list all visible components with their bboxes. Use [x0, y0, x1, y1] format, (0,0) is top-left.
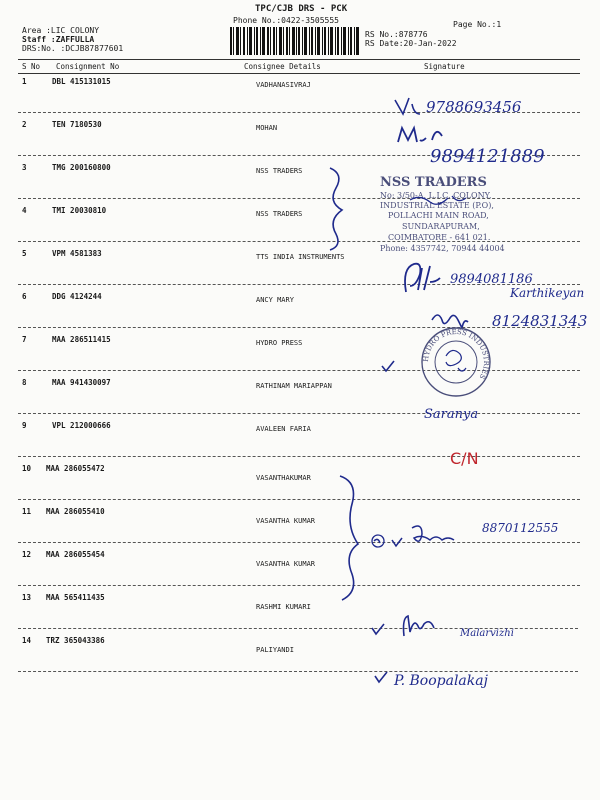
barcode [230, 27, 360, 55]
signature-row-5 [405, 264, 584, 300]
row-divider [18, 155, 580, 156]
phone-handwritten-11: 8870112555 [482, 521, 559, 535]
stamp-line-6: Phone: 4357742, 70944 44004 [380, 244, 505, 253]
row-consignee: VASANTHA KUMAR [256, 560, 316, 568]
row-divider [18, 499, 580, 500]
row-divider [18, 456, 580, 457]
row-divider [18, 241, 580, 242]
signature-row-11 [372, 521, 558, 547]
row-sno: 9 [22, 421, 27, 430]
header-top-rule [18, 59, 580, 60]
staff-label: Staff :ZAFFULLA [22, 35, 95, 44]
row-divider [18, 370, 580, 371]
stamp-line-5: COIMBATORE - 641 021. [388, 233, 491, 242]
hydro-press-stamp [422, 328, 490, 396]
row-divider [18, 112, 580, 113]
row-consignment: MAA 565411435 [46, 593, 105, 602]
phone-handwritten-6: 8124831343 [492, 312, 588, 330]
row-consignee: VADHANASIVRAJ [256, 81, 311, 89]
rs-number: RS No.:878776 [365, 30, 428, 39]
row-sno: 6 [22, 292, 27, 301]
row-divider [18, 671, 578, 672]
col-sno: S No [22, 62, 41, 71]
row-consignee: TTS INDIA INSTRUMENTS [256, 253, 345, 261]
name-handwritten-13: Malarvizhi [460, 628, 514, 639]
stamp-name: NSS TRADERS [380, 175, 487, 190]
row-consignment: MAA 286055472 [46, 464, 105, 473]
phone-number: Phone No.:0422-3505555 [233, 16, 339, 25]
row-sno: 14 [22, 636, 32, 645]
row-consignment: MAA 941430097 [52, 378, 111, 387]
header-bottom-rule [18, 73, 580, 74]
cn-mark-row-9: C/N [450, 449, 479, 468]
col-consignee: Consignee Details [244, 62, 321, 71]
row-consignee: HYDRO PRESS [256, 339, 303, 347]
row-divider [18, 585, 580, 586]
brace-rows-3-4 [330, 168, 342, 250]
row-consignment: MAA 286055410 [46, 507, 105, 516]
row-consignee: AVALEEN FARIA [256, 425, 311, 433]
signature-row-2 [398, 128, 545, 167]
row-consignee: ANCY MARY [256, 296, 294, 304]
name-handwritten-8: Saranya [424, 407, 479, 422]
row-sno: 4 [22, 206, 27, 215]
row-consignment: VPM 4581383 [52, 249, 102, 258]
row-consignee: VASANTHAKUMAR [256, 474, 311, 482]
row-consignee: RASHMI KUMARI [256, 603, 311, 611]
svg-text:HYDRO PRESS INDUSTRIES [422, 328, 490, 381]
signature-row-14 [375, 672, 489, 689]
stamp-line-1: No: 3/50-A, L.I.C. COLONY, [380, 191, 492, 200]
row-consignment: TMG 200160800 [52, 163, 111, 172]
row-consignment: DDG 4124244 [52, 292, 102, 301]
stamp-line-3: POLLACHI MAIN ROAD, [388, 211, 489, 220]
row-consignee: PALIYANDI [256, 646, 294, 654]
row-consignment: MAA 286511415 [52, 335, 111, 344]
row-sno: 13 [22, 593, 32, 602]
row-consignment: TEN 7180530 [52, 120, 102, 129]
row-sno: 5 [22, 249, 27, 258]
row-sno: 1 [22, 77, 27, 86]
signature-row-1 [395, 98, 522, 116]
row-consignment: VPL 212000666 [52, 421, 111, 430]
row-divider [18, 198, 580, 199]
row-consignee: MOHAN [256, 124, 278, 132]
row-divider [18, 628, 578, 629]
page-number: Page No.:1 [453, 20, 502, 29]
row-consignment: TRZ 365043386 [46, 636, 105, 645]
route-title: TPC/CJB DRS - PCK [255, 4, 348, 14]
row-consignee: NSS TRADERS [256, 167, 303, 175]
row-divider [18, 327, 580, 328]
row-consignment: MAA 286055454 [46, 550, 105, 559]
area-label: Area :LIC COLONY [22, 26, 100, 35]
col-signature: Signature [424, 62, 465, 71]
phone-handwritten-5: 9894081186 [450, 272, 533, 287]
row-sno: 11 [22, 507, 32, 516]
row-divider [18, 542, 580, 543]
stamp-line-2: INDUSTRIAL ESTATE (P.O), [380, 201, 494, 210]
row-consignee: NSS TRADERS [256, 210, 303, 218]
brace-rows-10-12 [340, 476, 358, 600]
col-consignment: Consignment No [56, 62, 120, 71]
row-consignment: TMI 20030810 [52, 206, 107, 215]
drs-number: DRS:No. :DCJB87877601 [22, 44, 124, 53]
phone-handwritten-1: 9788693456 [426, 98, 522, 116]
row-sno: 10 [22, 464, 32, 473]
row-consignee: RATHINAM MARIAPPAN [256, 382, 332, 390]
row-sno: 2 [22, 120, 27, 129]
row-sno: 12 [22, 550, 32, 559]
name-handwritten-14: P. Boopalakaj [394, 673, 488, 689]
row-consignee: VASANTHA KUMAR [256, 517, 316, 525]
row-sno: 7 [22, 335, 27, 344]
rs-date: RS Date:20-Jan-2022 [365, 39, 457, 48]
row-divider [18, 284, 580, 285]
phone-handwritten-2: 9894121889 [430, 146, 545, 167]
row-consignment: DBL 415131015 [52, 77, 111, 86]
stamp-ring-text: HYDRO PRESS INDUSTRIES [421, 327, 491, 381]
row-sno: 8 [22, 378, 27, 387]
name-handwritten-5: Karthikeyan [510, 286, 585, 300]
row-sno: 3 [22, 163, 27, 172]
stamp-line-4: SUNDARAPURAM, [402, 222, 480, 231]
row-divider [18, 413, 580, 414]
